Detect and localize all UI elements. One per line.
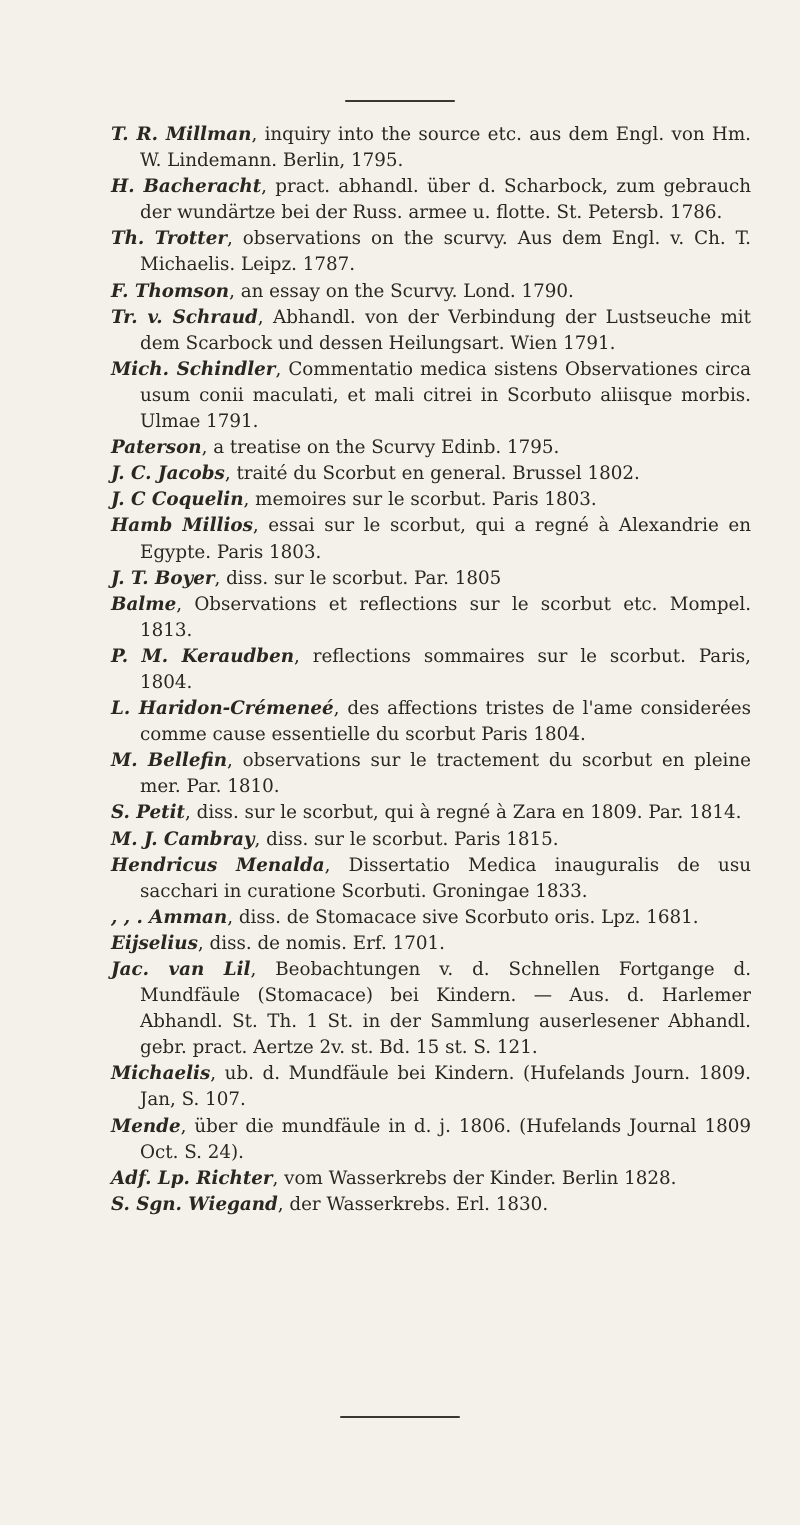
bibliography-entry: S. Sgn. Wiegand, der Wasserkrebs. Erl. 1830. [111, 1193, 549, 1215]
entry-author: P. M. Keraudben [111, 645, 295, 667]
bibliography-entry: F. Thomson, an essay on the Scurvy. Lond. 1790. [111, 280, 574, 302]
entry-text: a treatise on the Scurvy Edinb. 1795. [213, 437, 560, 459]
entry-author: Eijselius [111, 932, 198, 954]
entry-text: diss. de nomis. Erf. 1701. [209, 932, 445, 954]
entry-author: Balme [111, 593, 177, 615]
bibliography-entry: Tr. v. Schraud, Abhandl. von der Verbindung der Lustseuche mit dem Scarbock und dessen Heilungsart. Wien 1791. [111, 306, 751, 354]
top-ornamental-rule [345, 100, 455, 102]
bibliography-entry: M. J. Cambray, diss. sur le scorbut. Paris 1815. [111, 828, 559, 850]
bibliography-entry: , , . Amman, diss. de Stomacace sive Scorbuto oris. Lpz. 1681. [111, 906, 699, 928]
bibliography-entry: Balme, Observations et reflections sur le scorbut etc. Mompel. 1813. [111, 593, 751, 641]
bibliography-entry: Eijselius, diss. de nomis. Erf. 1701. [111, 932, 445, 954]
bibliography-entry: P. M. Keraudben, reflections sommaires sur le scorbut. Paris, 1804. [111, 645, 751, 693]
entry-author: M. J. Cambray [111, 828, 255, 850]
entry-author: , , . Amman [111, 906, 228, 928]
bibliography-entry: J. T. Boyer, diss. sur le scorbut. Par. 1805 [111, 567, 502, 589]
entry-author: Jac. van Lil [111, 959, 251, 980]
entry-author: L. Haridon-Crémeneé [111, 698, 334, 720]
bibliography-entry: Th. Trotter, observations on the scurvy. Aus dem Engl. v. Ch. T. Michaelis. Leipz. 1787. [111, 228, 751, 276]
entry-text: ub. d. Mundfäule bei Kindern. (Hufelands Journ. 1809. Jan, S. 107. [140, 1063, 751, 1111]
entry-text: Commentatio medica sistens Observationes circa usum conii maculati, et mali citrei in Scorbuto aliisque morbis. Ulmae 1791. [140, 358, 752, 433]
bibliography-entry: Mende, über die mundfäule in d. j. 1806. (Hufelands Journal 1809 Oct. S. 24). [111, 1115, 751, 1163]
bibliography-entry: Adf. Lp. Richter, vom Wasserkrebs der Kinder. Berlin 1828. [111, 1167, 677, 1189]
entry-author: Tr. v. Schraud [111, 306, 258, 328]
entry-author: Mende [111, 1115, 181, 1137]
entry-text: der Wasserkrebs. Erl. 1830. [289, 1193, 549, 1215]
entry-text: diss. de Stomacace sive Scorbuto oris. Lpz. 1681. [238, 906, 699, 928]
bibliography-entry: Mich. Schindler, Commentatio medica sistens Observationes circa usum conii maculati, et mali citrei in Scorbuto aliisque morbis. Ulmae 1791. [111, 358, 752, 433]
entry-author: S. Petit [111, 802, 185, 824]
bibliography-entry: Paterson, a treatise on the Scurvy Edinb. 1795. [111, 437, 560, 459]
bibliography-entry: Jac. van Lil, Beobachtungen v. d. Schnellen Fortgange d. Mundfäule (Stomacace) bei Kindern. — Aus. d. Harlemer Abhandl. St. Th. 1 St. in der Sammlung auserlesener Abhandl. gebr. pract. Aertze 2v. st. Bd. 15 st. S. 121. [111, 959, 752, 1059]
entry-text: an essay on the Scurvy. Lond. 1790. [240, 280, 574, 302]
entry-author: Hamb Millios [111, 515, 253, 537]
entry-author: Mich. Schindler [111, 358, 276, 380]
bibliography-entry: Hendricus Menalda, Dissertatio Medica inauguralis de usu sacchari in curatione Scorbuti. Groningae 1833. [111, 854, 751, 902]
bottom-ornamental-rule [340, 1416, 460, 1418]
bibliography-entry: J. C. Jacobs, traité du Scorbut en general. Brussel 1802. [111, 463, 640, 485]
bibliography-entry: L. Haridon-Crémeneé, des affections tristes de l'ame considerées comme cause essentielle du scorbut Paris 1804. [111, 698, 752, 746]
entry-text: Observations et reflections sur le scorbut etc. Mompel. 1813. [140, 593, 751, 641]
entry-text: Abhandl. von der Verbindung der Lustseuche mit dem Scarbock und dessen Heilungsart. Wien 1791. [140, 306, 751, 354]
entry-text: Dissertatio Medica inauguralis de usu sacchari in curatione Scorbuti. Groningae 1833. [140, 854, 751, 902]
entry-author: S. Sgn. Wiegand [111, 1193, 278, 1215]
entry-author: M. Bellefin [111, 750, 228, 772]
entry-text: inquiry into the source etc. aus dem Engl. von Hm. W. Lindemann. Berlin, 1795. [140, 124, 751, 172]
entry-author: J. T. Boyer [111, 567, 215, 589]
bibliography-entry: J. C Coquelin, memoires sur le scorbut. Paris 1803. [111, 489, 597, 511]
entry-text: traité du Scorbut en general. Brussel 1802. [236, 463, 640, 485]
entry-text: reflections sommaires sur le scorbut. Paris, 1804. [140, 645, 751, 693]
entry-text: diss. sur le scorbut. Par. 1805 [226, 567, 502, 589]
entry-text: diss. sur le scorbut, qui à regné à Zara en 1809. Par. 1814. [196, 802, 742, 824]
entry-text: memoires sur le scorbut. Paris 1803. [255, 489, 597, 511]
entry-author: Paterson [111, 437, 202, 459]
entry-text: pract. abhandl. über d. Scharbock, zum gebrauch der wundärtze bei der Russ. armee u. flotte. St. Petersb. 1786. [140, 176, 752, 224]
bibliography-list [111, 122, 751, 1218]
entry-author: Adf. Lp. Richter [111, 1167, 273, 1189]
entry-author: H. Bacheracht [111, 176, 262, 198]
bibliography-entry: Hamb Millios, essai sur le scorbut, qui a regné à Alexandrie en Egypte. Paris 1803. [111, 515, 752, 563]
entry-text: observations sur le tractement du scorbut en pleine mer. Par. 1810. [140, 750, 751, 798]
bibliography-entry: Michaelis, ub. d. Mundfäule bei Kindern. (Hufelands Journ. 1809. Jan, S. 107. [111, 1063, 751, 1111]
entry-author: J. C Coquelin [111, 489, 244, 511]
entry-author: Th. Trotter [111, 228, 228, 250]
entry-author: Hendricus Menalda [111, 854, 325, 876]
bibliography-entry: H. Bacheracht, pract. abhandl. über d. Scharbock, zum gebrauch der wundärtze bei der Russ. armee u. flotte. St. Petersb. 1786. [111, 176, 752, 224]
entry-text: vom Wasserkrebs der Kinder. Berlin 1828. [284, 1167, 677, 1189]
entry-author: T. R. Millman [111, 124, 252, 145]
bibliography-entry: T. R. Millman, inquiry into the source etc. aus dem Engl. von Hm. W. Lindemann. Berlin, 1795. [111, 124, 751, 172]
entry-text: diss. sur le scorbut. Paris 1815. [266, 828, 559, 850]
entry-text: Beobachtungen v. d. Schnellen Fortgange d. Mundfäule (Stomacace) bei Kindern. — Aus. d. Harlemer Abhandl. St. Th. 1 St. in der Sammlung auserlesener Abhandl. gebr. pract. Aertze 2v. st. Bd. 15 st. S. 121. [140, 959, 752, 1059]
entry-text: des affections tristes de l'ame considerées comme cause essentielle du scorbut Paris 1804. [140, 698, 752, 746]
entry-text: observations on the scurvy. Aus dem Engl. v. Ch. T. Michaelis. Leipz. 1787. [140, 228, 751, 276]
entry-author: F. Thomson [111, 280, 230, 302]
entry-text: essai sur le scorbut, qui a regné à Alexandrie en Egypte. Paris 1803. [140, 515, 752, 563]
entry-author: J. C. Jacobs [111, 463, 225, 485]
bibliography-entry: S. Petit, diss. sur le scorbut, qui à regné à Zara en 1809. Par. 1814. [111, 802, 742, 824]
bibliography-entry: M. Bellefin, observations sur le tractement du scorbut en pleine mer. Par. 1810. [111, 750, 751, 798]
entry-author: Michaelis [111, 1063, 211, 1085]
entry-text: über die mundfäule in d. j. 1806. (Hufelands Journal 1809 Oct. S. 24). [140, 1115, 751, 1163]
